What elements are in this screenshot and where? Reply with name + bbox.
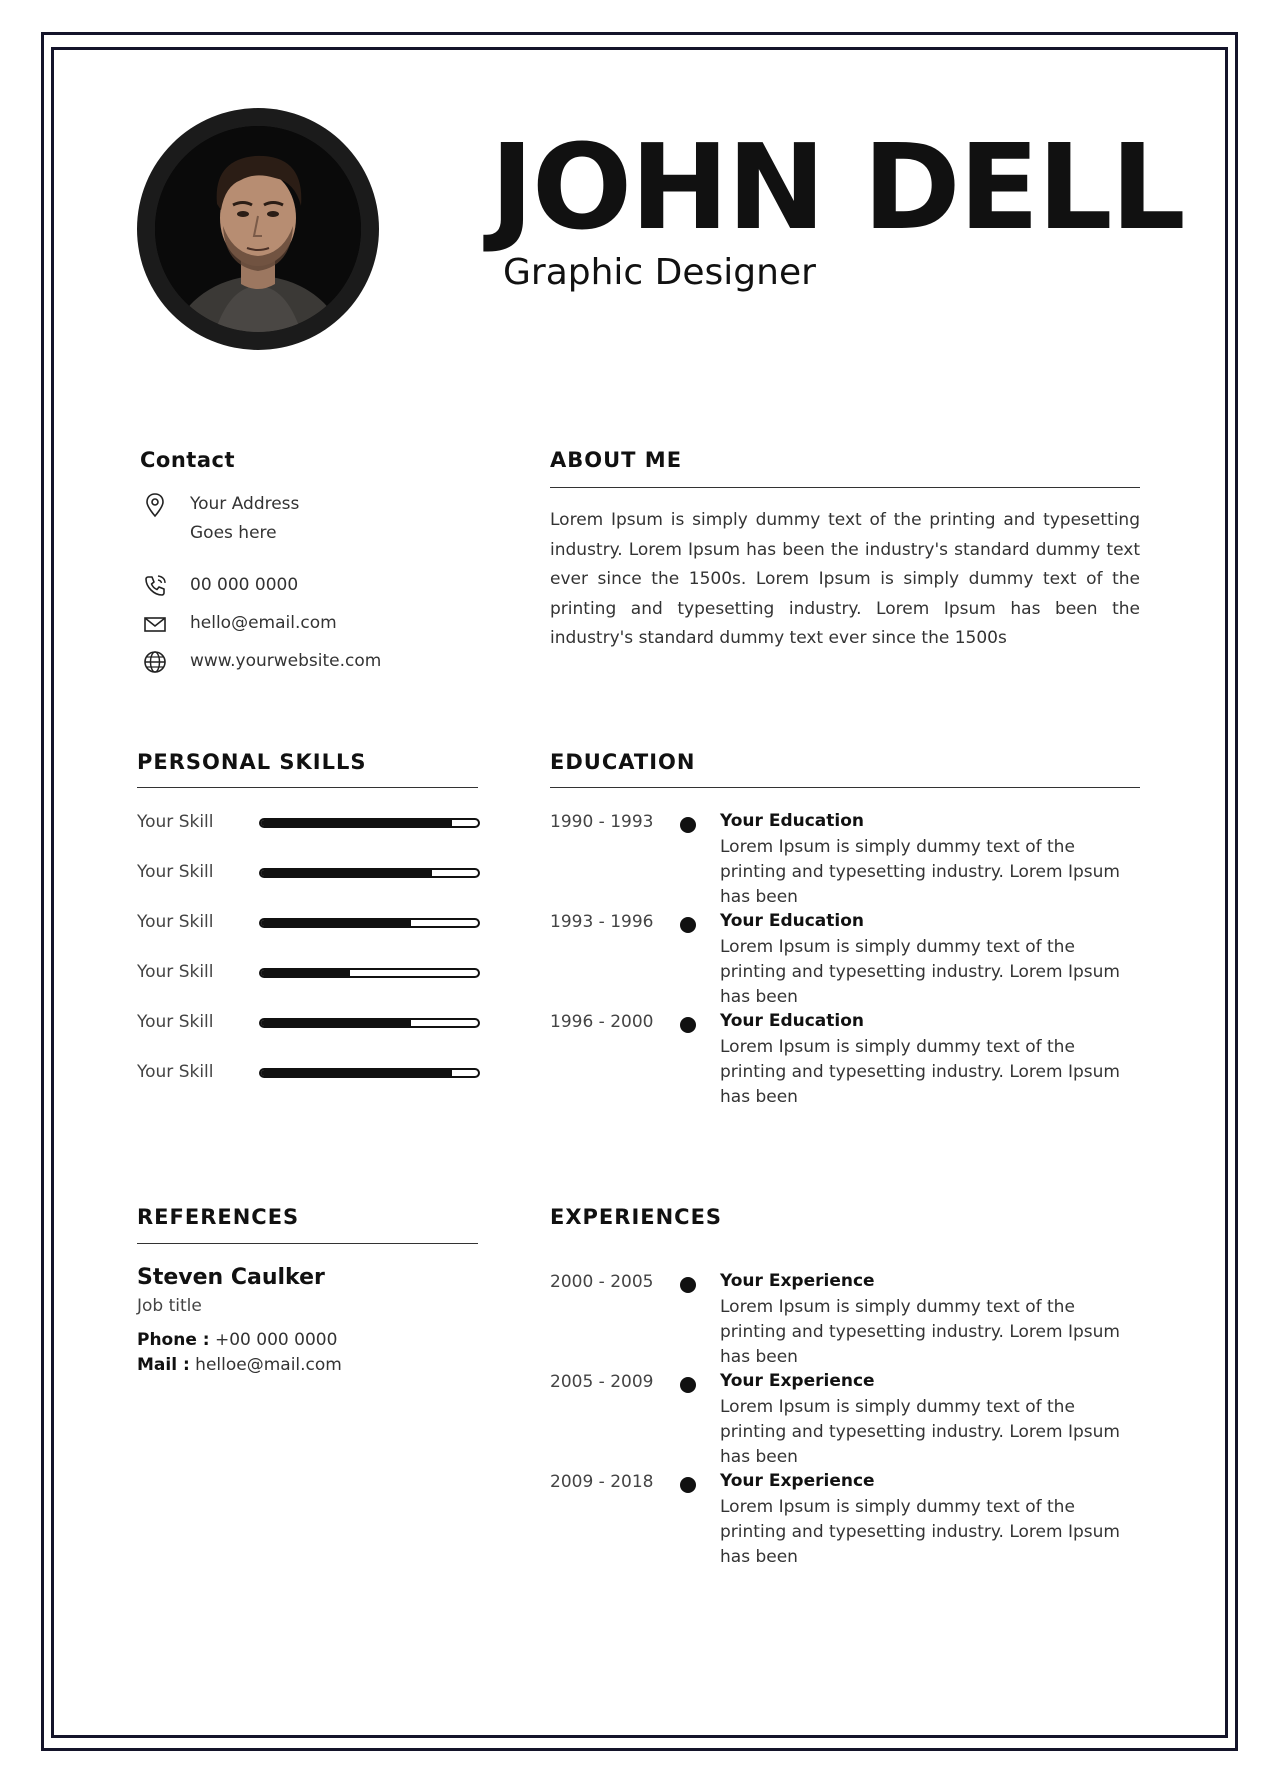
reference-mail-label: Mail : bbox=[137, 1355, 190, 1375]
skill-bar-track bbox=[259, 1068, 480, 1078]
timeline-dot bbox=[680, 917, 696, 933]
contact-website bbox=[140, 647, 381, 677]
about-heading: ABOUT ME bbox=[550, 448, 683, 472]
contact-phone bbox=[140, 571, 298, 601]
skill-row bbox=[137, 962, 482, 986]
education-divider bbox=[550, 787, 1140, 788]
address-line-2: Goes here bbox=[190, 523, 277, 543]
contact-email bbox=[140, 609, 337, 639]
timeline-dot bbox=[680, 1477, 696, 1493]
education-years: 1993 - 1996 bbox=[550, 912, 654, 932]
skill-label: Your Skill bbox=[137, 912, 214, 932]
reference-phone-value: +00 000 0000 bbox=[215, 1330, 338, 1350]
timeline-dot bbox=[680, 817, 696, 833]
skill-bar-fill bbox=[261, 920, 411, 926]
education-description: Lorem Ipsum is simply dummy text of the printing and typesetting industry. Lorem Ipsum has been bbox=[720, 937, 1120, 1007]
skill-bar-fill bbox=[261, 820, 452, 826]
education-description: Lorem Ipsum is simply dummy text of the printing and typesetting industry. Lorem Ipsum has been bbox=[720, 1037, 1120, 1107]
location-pin-icon bbox=[140, 490, 170, 520]
education-title: Your Education bbox=[720, 1011, 865, 1031]
experience-years: 2009 - 2018 bbox=[550, 1472, 654, 1492]
education-description: Lorem Ipsum is simply dummy text of the printing and typesetting industry. Lorem Ipsum has been bbox=[720, 837, 1120, 907]
skill-row bbox=[137, 1062, 482, 1086]
contact-heading: Contact bbox=[140, 448, 235, 472]
reference-phone-label: Phone : bbox=[137, 1330, 210, 1350]
candidate-role: Graphic Designer bbox=[503, 252, 816, 293]
skills-divider bbox=[137, 787, 478, 788]
experience-years: 2005 - 2009 bbox=[550, 1372, 654, 1392]
education-years: 1990 - 1993 bbox=[550, 812, 654, 832]
phone-text: 00 000 0000 bbox=[190, 575, 299, 595]
experience-title: Your Experience bbox=[720, 1371, 875, 1391]
skill-label: Your Skill bbox=[137, 1062, 214, 1082]
reference-job-title: Job title bbox=[137, 1296, 202, 1316]
about-text: Lorem Ipsum is simply dummy text of the printing and typesetting industry. Lorem Ipsum has been the industry's standard dummy text ever since the 1500s. Lorem Ipsum is simply dummy text of the printing and typesetting industry. Lorem Ipsum has been the industry's standard dummy text ever since the 1500s bbox=[550, 510, 1140, 648]
skill-row bbox=[137, 912, 482, 936]
reference-mail-value[interactable]: helloe@mail.com bbox=[195, 1355, 342, 1375]
experience-entry bbox=[550, 1371, 1145, 1467]
reference-phone bbox=[137, 1330, 337, 1350]
candidate-name: JOHN DELL bbox=[490, 118, 1184, 256]
experience-description: Lorem Ipsum is simply dummy text of the printing and typesetting industry. Lorem Ipsum has been bbox=[720, 1297, 1120, 1367]
skills-heading: PERSONAL SKILLS bbox=[137, 750, 367, 774]
skill-row bbox=[137, 812, 482, 836]
experience-title: Your Experience bbox=[720, 1471, 875, 1491]
education-title: Your Education bbox=[720, 811, 865, 831]
envelope-icon bbox=[140, 609, 170, 639]
timeline-dot bbox=[680, 1377, 696, 1393]
skill-row bbox=[137, 1012, 482, 1036]
skill-label: Your Skill bbox=[137, 962, 214, 982]
reference-name: Steven Caulker bbox=[137, 1265, 325, 1290]
education-title: Your Education bbox=[720, 911, 865, 931]
about-divider bbox=[550, 487, 1140, 488]
email-text[interactable]: hello@email.com bbox=[190, 613, 337, 633]
education-heading: EDUCATION bbox=[550, 750, 696, 774]
skill-label: Your Skill bbox=[137, 1012, 214, 1032]
experience-description: Lorem Ipsum is simply dummy text of the printing and typesetting industry. Lorem Ipsum has been bbox=[720, 1397, 1120, 1467]
website-text[interactable]: www.yourwebsite.com bbox=[190, 651, 382, 671]
skill-bar-track bbox=[259, 818, 480, 828]
phone-icon bbox=[140, 571, 170, 601]
profile-photo-portrait bbox=[155, 126, 361, 332]
skill-bar-track bbox=[259, 918, 480, 928]
portrait-illustration bbox=[155, 126, 361, 332]
skill-bar-fill bbox=[261, 870, 432, 876]
skill-label: Your Skill bbox=[137, 862, 214, 882]
education-years: 1996 - 2000 bbox=[550, 1012, 654, 1032]
profile-photo bbox=[137, 108, 379, 350]
education-entry bbox=[550, 1011, 1145, 1107]
reference-mail bbox=[137, 1355, 342, 1375]
address-line-1: Your Address bbox=[190, 494, 300, 514]
experience-title: Your Experience bbox=[720, 1271, 875, 1291]
experience-entry bbox=[550, 1271, 1145, 1367]
skill-bar-track bbox=[259, 1018, 480, 1028]
skill-label: Your Skill bbox=[137, 812, 214, 832]
skill-bar-fill bbox=[261, 970, 350, 976]
references-divider bbox=[137, 1243, 478, 1244]
education-entry bbox=[550, 911, 1145, 1007]
skill-bar-track bbox=[259, 868, 480, 878]
contact-address bbox=[140, 490, 299, 548]
references-heading: REFERENCES bbox=[137, 1205, 300, 1229]
skill-row bbox=[137, 862, 482, 886]
experience-years: 2000 - 2005 bbox=[550, 1272, 654, 1292]
globe-icon bbox=[140, 647, 170, 677]
education-entry bbox=[550, 811, 1145, 907]
experience-description: Lorem Ipsum is simply dummy text of the printing and typesetting industry. Lorem Ipsum has been bbox=[720, 1497, 1120, 1567]
skill-bar-fill bbox=[261, 1070, 452, 1076]
timeline-dot bbox=[680, 1017, 696, 1033]
timeline-dot bbox=[680, 1277, 696, 1293]
experience-entry bbox=[550, 1471, 1145, 1567]
experiences-heading: EXPERIENCES bbox=[550, 1205, 723, 1229]
skill-bar-track bbox=[259, 968, 480, 978]
skill-bar-fill bbox=[261, 1020, 411, 1026]
